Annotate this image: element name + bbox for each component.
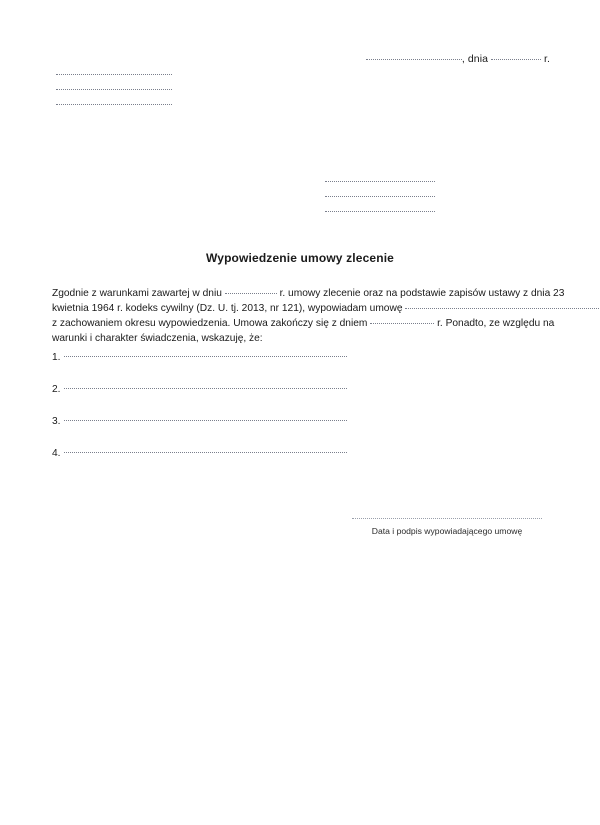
body-line-2 — [52, 301, 552, 316]
body-line-2-text-a: kwietnia 1964 r. kodeks cywilny (Dz. U. tj. 2013, nr 121), wypowiadam umowę — [52, 303, 403, 314]
list-item — [52, 383, 552, 397]
list-item — [52, 415, 552, 429]
list-item — [52, 447, 552, 461]
item-number: 1. — [52, 352, 61, 363]
item-number: 4. — [52, 448, 61, 459]
dnia-label: dnia — [467, 53, 489, 65]
date-line — [300, 52, 550, 66]
recipient-line-3[interactable] — [325, 211, 435, 212]
item-input-rule-1[interactable] — [64, 356, 347, 357]
sender-line-2[interactable] — [56, 89, 172, 90]
place-input-rule[interactable] — [366, 59, 462, 60]
recipient-line-2[interactable] — [325, 196, 435, 197]
sender-block — [56, 74, 172, 105]
body-line-3-text-b: r. Ponadto, ze względu na — [437, 318, 555, 329]
body-line-3 — [52, 316, 555, 331]
recipient-line-1[interactable] — [325, 181, 435, 182]
sender-line-3[interactable] — [56, 104, 172, 105]
body-line-4 — [52, 331, 552, 346]
item-input-rule-2[interactable] — [64, 388, 347, 389]
contract-date-input-rule[interactable] — [225, 293, 277, 294]
signature-block — [352, 518, 542, 537]
recipient-block — [325, 181, 435, 212]
year-suffix-label: r. — [543, 53, 550, 65]
body-line-1-text-a: Zgodnie z warunkami zawartej w dniu — [52, 288, 222, 299]
date-separator: , — [461, 53, 465, 65]
body-line-1 — [52, 286, 565, 301]
list-item — [52, 351, 552, 365]
signature-input-rule[interactable] — [352, 518, 542, 519]
body-text — [52, 286, 565, 346]
signature-caption: Data i podpis wypowiadającego umowę — [371, 526, 523, 536]
sender-line-1[interactable] — [56, 74, 172, 75]
item-number: 3. — [52, 416, 61, 427]
item-input-rule-3[interactable] — [64, 420, 347, 421]
body-line-4-text-a: warunki i charakter świadczenia, wskazuję, że: — [52, 333, 263, 344]
numbered-items-list — [52, 351, 552, 461]
date-input-rule[interactable] — [491, 59, 541, 60]
item-input-rule-4[interactable] — [64, 452, 347, 453]
body-line-1-text-b: r. umowy zlecenie oraz na podstawie zapisów ustawy z dnia 23 — [279, 288, 565, 299]
item-number: 2. — [52, 384, 61, 395]
body-line-3-text-a: z zachowaniem okresu wypowiedzenia. Umowa zakończy się z dniem — [52, 318, 368, 329]
contract-subject-input-rule[interactable] — [405, 308, 600, 309]
page-title: Wypowiedzenie umowy zlecenie — [205, 251, 395, 265]
termination-date-input-rule[interactable] — [370, 323, 434, 324]
